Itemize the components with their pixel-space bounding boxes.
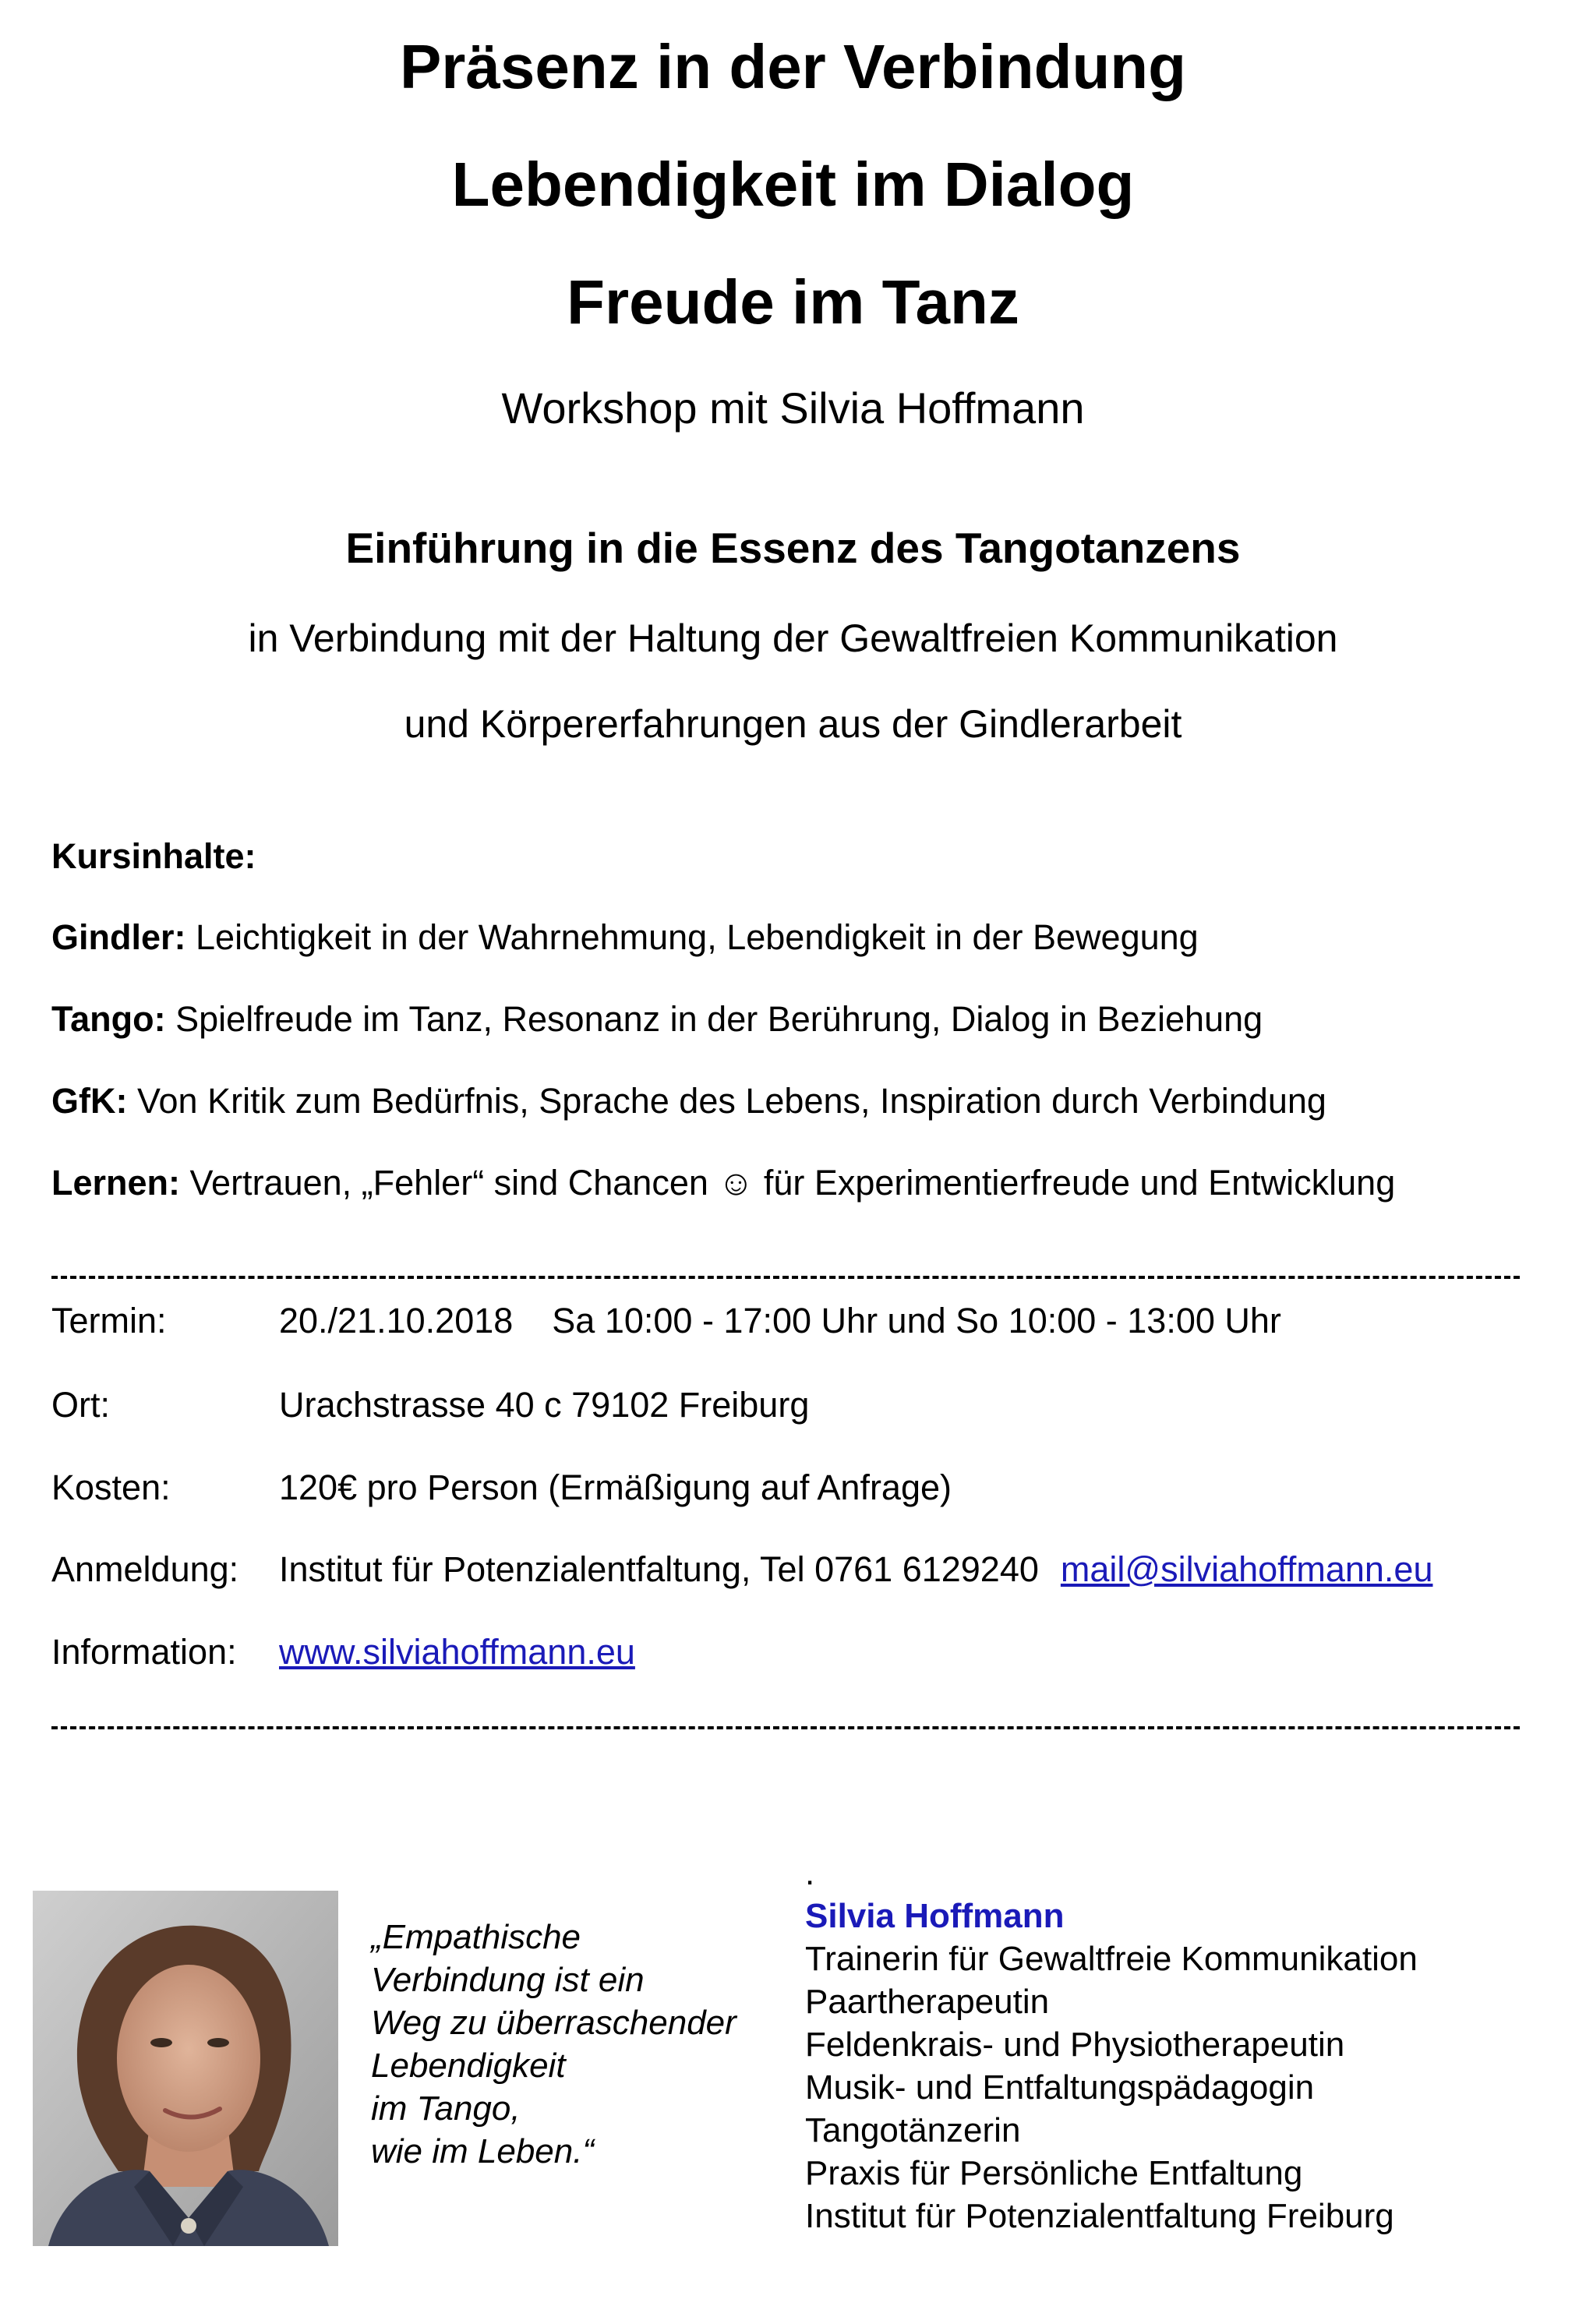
- contents-item-label: Tango:: [51, 999, 166, 1039]
- termin-label: Termin:: [51, 1301, 167, 1340]
- bio-role: Musik- und Entfaltungspädagogin: [805, 2068, 1315, 2107]
- bio-role: Tangotänzerin: [805, 2111, 1021, 2149]
- bio-dot: .: [805, 1854, 815, 1892]
- anmeldung-value: [279, 1549, 1433, 1589]
- termin-value: 20./21.10.2018 Sa 10:00 - 17:00 Uhr und So 10:00 - 13:00 Uhr: [279, 1301, 1281, 1340]
- quote-line: im Tango,: [371, 2089, 521, 2128]
- bio: [805, 1852, 1418, 2237]
- contents-item-text: Von Kritik zum Bedürfnis, Sprache des Lebens, Inspiration durch Verbindung: [127, 1081, 1326, 1121]
- quote-line: Lebendigkeit: [371, 2047, 566, 2085]
- contents-item-text: Leichtigkeit in der Wahrnehmung, Lebendigkeit in der Bewegung: [185, 917, 1199, 957]
- title-line-2: Lebendigkeit im Dialog: [451, 150, 1135, 219]
- kosten-value: 120€ pro Person (Ermäßigung auf Anfrage): [279, 1468, 952, 1507]
- contents-item-lernen: [51, 1163, 1396, 1203]
- website-link[interactable]: www.silviahoffmann.eu: [279, 1632, 635, 1672]
- dashed-divider-top: [51, 1276, 1520, 1279]
- bio-role: Institut für Potenzialentfaltung Freiburg: [805, 2197, 1394, 2235]
- information-label: Information:: [51, 1632, 237, 1672]
- bio-role: Praxis für Persönliche Entfaltung: [805, 2154, 1303, 2192]
- dashed-divider-bottom: [51, 1726, 1520, 1729]
- intro-heading: Einführung in die Essenz des Tangotanzens: [345, 524, 1241, 572]
- contents-item-tango: [51, 1001, 1263, 1037]
- title-line-3: Freude im Tanz: [567, 267, 1019, 337]
- anmeldung-label: Anmeldung:: [51, 1549, 239, 1589]
- bio-role: Feldenkrais- und Physiotherapeutin: [805, 2026, 1345, 2064]
- quote-line: Weg zu überraschender: [371, 2004, 736, 2042]
- anmeldung-text: Institut für Potenzialentfaltung, Tel 0761 6129240: [279, 1549, 1039, 1589]
- quote: [371, 1916, 736, 2173]
- subtitle: Workshop mit Silvia Hoffmann: [501, 383, 1085, 433]
- portrait-photo: [33, 1891, 338, 2246]
- bio-role: Trainerin für Gewaltfreie Kommunikation: [805, 1940, 1418, 1978]
- quote-line: Verbindung ist ein: [371, 1961, 645, 1999]
- quote-line: wie im Leben.“: [371, 2132, 595, 2170]
- intro-line-2: und Körpererfahrungen aus der Gindlerarbeit: [404, 702, 1182, 746]
- ort-value: Urachstrasse 40 c 79102 Freiburg: [279, 1385, 810, 1425]
- title-line-1: Präsenz in der Verbindung: [399, 32, 1187, 101]
- contents-item-gindler: [51, 917, 1199, 957]
- contents-item-label: Gindler:: [51, 917, 186, 957]
- email-link[interactable]: mail@silviahoffmann.eu: [1060, 1549, 1433, 1589]
- contents-item-text: Spielfreude im Tanz, Resonanz in der Berührung, Dialog in Beziehung: [165, 999, 1263, 1039]
- ort-label: Ort:: [51, 1385, 110, 1425]
- contents-item-label: GfK:: [51, 1081, 128, 1121]
- contents-heading: Kursinhalte:: [51, 836, 256, 876]
- contents-item-gfk: [51, 1081, 1326, 1121]
- contents-item-text: Vertrauen, „Fehler“ sind Chancen ☺ für Experimentierfreude und Entwicklung: [180, 1163, 1396, 1203]
- contents-item-label: Lernen:: [51, 1163, 181, 1203]
- information-value: [279, 1632, 635, 1672]
- bio-role: Paartherapeutin: [805, 1983, 1050, 2021]
- bio-name: Silvia Hoffmann: [805, 1897, 1065, 1935]
- kosten-label: Kosten:: [51, 1468, 171, 1507]
- intro-line-1: in Verbindung mit der Haltung der Gewaltfreien Kommunikation: [248, 616, 1338, 660]
- quote-line: „Empathische: [371, 1918, 581, 1956]
